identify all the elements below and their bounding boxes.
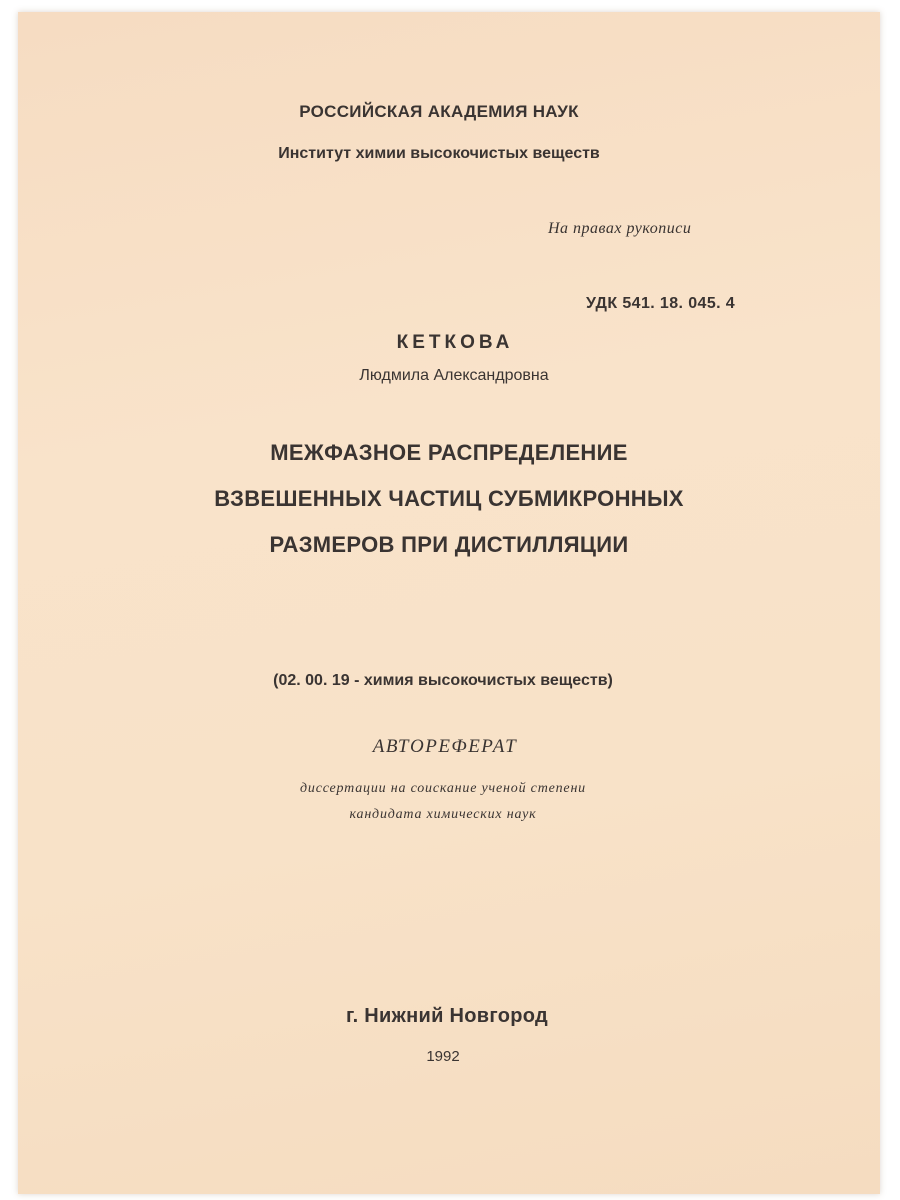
author-surname: КЕТКОВА — [396, 332, 514, 353]
udk-code: УДК 541. 18. 045. 4 — [586, 295, 736, 312]
institute-name: Институт химии высокочистых веществ — [278, 145, 600, 162]
abstract-label: АВТОРЕФЕРАТ — [372, 736, 518, 757]
rights-note: На правах рукописи — [548, 220, 692, 237]
title-line: РАЗМЕРОВ ПРИ ДИСТИЛЛЯЦИИ — [269, 532, 629, 557]
author-given-names: Людмила Александровна — [359, 367, 549, 384]
specialty-code: (02. 00. 19 - химия высокочистых веществ) — [273, 672, 613, 689]
degree-description — [12, 776, 874, 828]
publication-city: г. Нижний Новгород — [345, 1005, 549, 1027]
dissertation-title — [18, 430, 880, 568]
publication-year: 1992 — [426, 1048, 460, 1065]
title-line: ВЗВЕШЕННЫХ ЧАСТИЦ СУБМИКРОННЫХ — [214, 486, 684, 511]
degree-line: кандидата химических наук — [349, 807, 537, 822]
document-page — [18, 12, 880, 1194]
academy-name: РОССИЙСКАЯ АКАДЕМИЯ НАУК — [299, 102, 579, 121]
title-line: МЕЖФАЗНОЕ РАСПРЕДЕЛЕНИЕ — [270, 440, 628, 465]
degree-line: диссертации на соискание ученой степени — [300, 781, 586, 796]
